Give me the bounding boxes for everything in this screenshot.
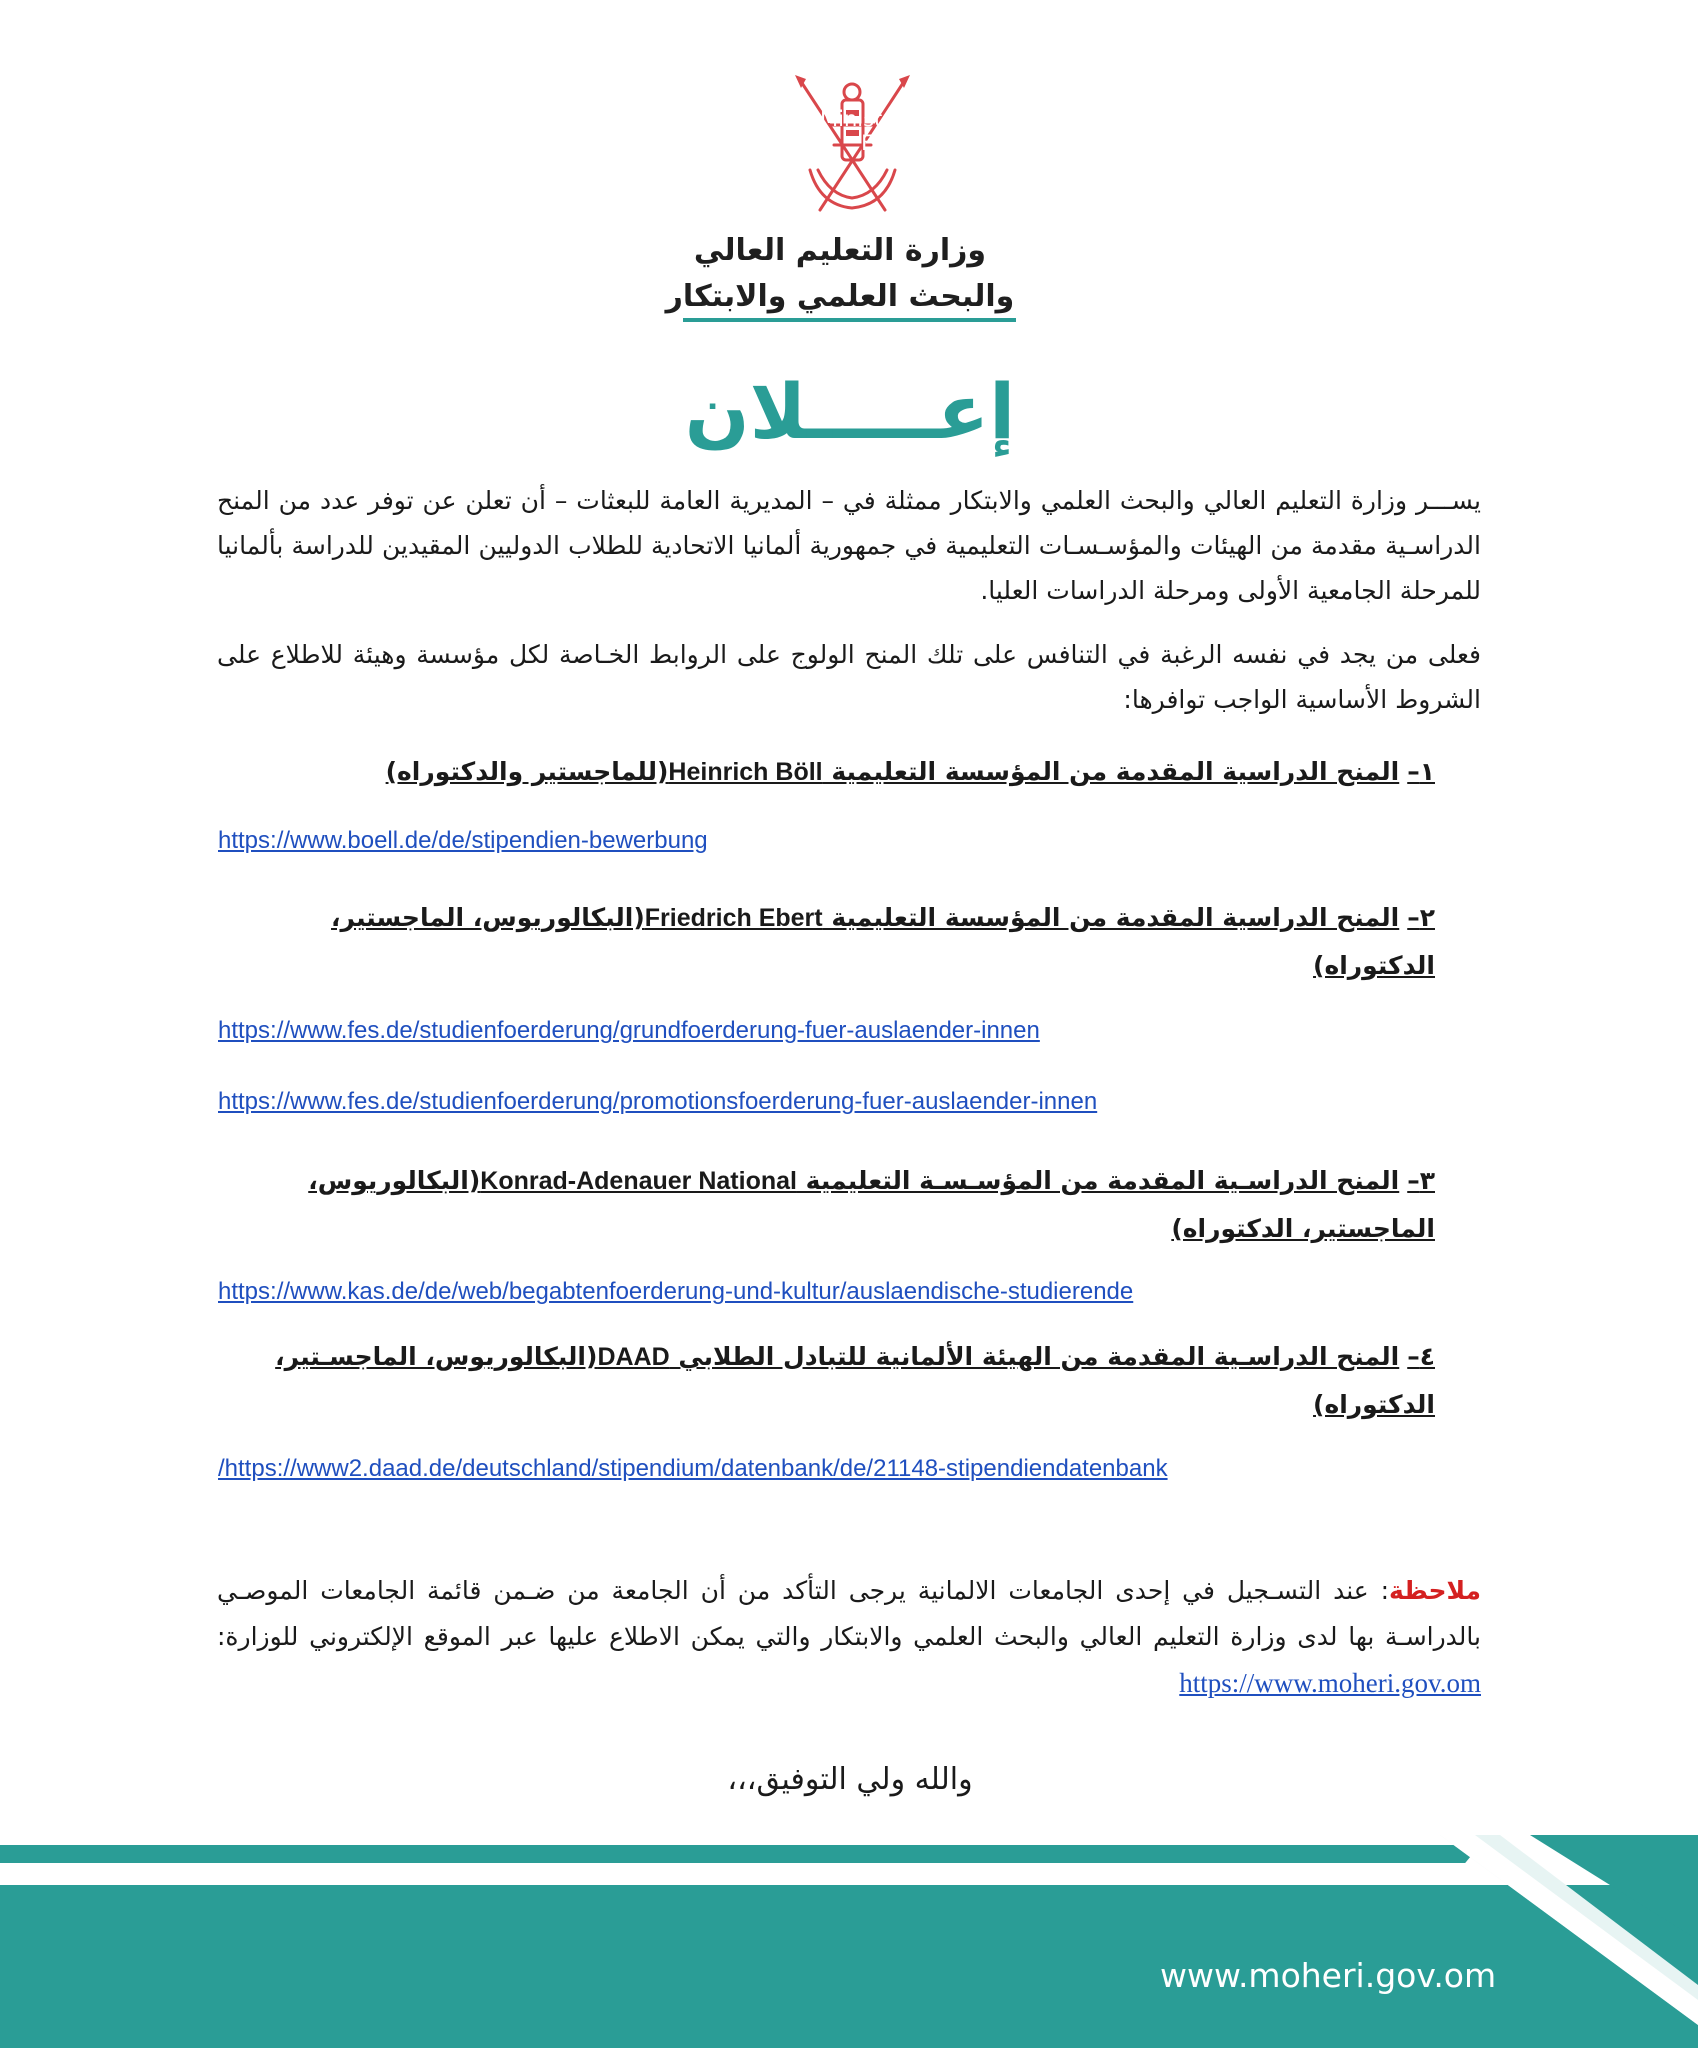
note-label: ملاحظة: [1389, 1576, 1481, 1605]
footer-instagram[interactable]: [315, 105, 526, 157]
intro-paragraph-2: فعلى من يجد في نفسه الرغبة في التنافس على تلك المنح الولوج على الروابط الخـاصة لكل مؤسسة وهيئة للاطلاع على الشروط الأساسية الواجب توافرها:: [217, 640, 1481, 714]
footer: [0, 1835, 1698, 2048]
scholarship-2-levels: (البكالوريوس، الماجستير، الدكتوراه): [331, 903, 1435, 980]
closing-phrase: والله ولي التوفيق،،،: [727, 1762, 973, 1797]
footer-diagonal-stripes: [1380, 1835, 1698, 2048]
scholarship-3-heading: [217, 1157, 1435, 1253]
scholarship-2-heading: [217, 894, 1435, 990]
ministry-website-link[interactable]: https://www.moheri.gov.om: [1179, 1668, 1481, 1698]
note-text: : عند التسـجيل في إحدى الجامعات الالمانية يرجى التأكد من أن الجامعة من ضـمن قائمة الجامعات الموصـي بالدراسـة بها لدى وزارة التعليم العالي والبحث العلمي والابتكار والتي يمكن الاطلاع عليها عبر الموقع الإلكتروني للوزارة:: [217, 1576, 1481, 1651]
scholarship-1-levels: (للماجستير والدكتوراه): [385, 757, 669, 786]
scholarship-2-org: Friedrich Ebert: [644, 904, 823, 932]
scholarship-2-text: المنح الدراسية المقدمة من المؤسسة التعليمية: [822, 903, 1400, 932]
scholarship-4-levels: (البكالوريوس، الماجسـتير، الدكتوراه): [275, 1342, 1435, 1419]
ministry-name-line2: والبحث العلمي والابتكار: [665, 279, 1015, 314]
scholarship-4-heading: [217, 1333, 1435, 1429]
facebook-label: Oman Ministry of Higher Education: [108, 107, 290, 155]
instagram-handle: @mohe_oman: [375, 119, 526, 143]
scholarship-1-link[interactable]: https://www.boell.de/de/stipendien-bewerbung: [218, 827, 708, 854]
intro-paragraph-1: يســـر وزارة التعليم العالي والبحث العلمي والابتكار ممثلة في – المديرية العامة للبعثات – أن تعلن عن توفر عدد من المنح الدراسـية مقدمة من الهيئات والمؤسـسـات التعليمية في جمهورية ألمانيا الاتحادية للطلاب الدوليين المقيدين للدراسة بألمانيا للمرحلة الجامعية الأولى ومرحلة الدراسات العليا.: [217, 486, 1481, 605]
scholarship-2-link-2[interactable]: https://www.fes.de/studienfoerderung/promotionsfoerderung-fuer-auslaender-innen: [218, 1088, 1098, 1115]
scholarship-1-org: Heinrich Böll: [668, 758, 823, 786]
scholarship-4-org: DAAD: [597, 1343, 670, 1371]
twitter-handle: @omanmohe: [605, 119, 746, 143]
footer-youtube[interactable]: [760, 105, 1007, 157]
facebook-icon: [48, 105, 100, 157]
scholarship-3-org: Konrad-Adenauer National: [480, 1167, 797, 1195]
instagram-icon: [315, 105, 367, 157]
footer-twitter[interactable]: [545, 105, 745, 157]
scholarship-4-number: ٤–: [1407, 1342, 1435, 1371]
scholarship-1-heading: [217, 748, 1435, 796]
scholarship-2-number: ٢–: [1407, 903, 1435, 932]
scholarship-3-levels: (البكالوريوس، الماجستير، الدكتوراه): [308, 1166, 1435, 1243]
youtube-label: Ministry of Higher Education: [820, 107, 1007, 155]
footer-website[interactable]: www.moheri.gov.om: [1160, 1956, 1497, 1995]
scholarship-3-number: ٣–: [1407, 1166, 1435, 1195]
scholarship-2-link-1[interactable]: https://www.fes.de/studienfoerderung/grundfoerderung-fuer-auslaender-innen: [218, 1017, 1040, 1044]
note-paragraph: [217, 1568, 1481, 1707]
twitter-icon: [545, 105, 597, 157]
scholarship-1-text: المنح الدراسية المقدمة من المؤسسة التعليمية: [822, 757, 1400, 786]
scholarship-4-text: المنح الدراسـية المقدمة من الهيئة الألمانية للتبادل الطلابي: [669, 1342, 1400, 1371]
ministry-name-line1: وزارة التعليم العالي: [693, 233, 987, 268]
scholarship-4-link[interactable]: /https://www2.daad.de/deutschland/stipendium/datenbank/de/21148-stipendiendatenbank: [218, 1455, 1168, 1482]
scholarship-1-number: ١–: [1407, 757, 1435, 786]
scholarship-3-link[interactable]: https://www.kas.de/de/web/begabtenfoerderung-und-kultur/auslaendische-studierende: [218, 1278, 1134, 1305]
announcement-title: إعـــــلان: [684, 367, 1016, 456]
scholarship-3-text: المنح الدراسـية المقدمة من المؤسـسـة التعليمية: [796, 1166, 1400, 1195]
youtube-icon: [760, 105, 812, 157]
footer-facebook[interactable]: [48, 105, 289, 157]
header-divider: [683, 318, 1016, 322]
footer-stripe-top: [0, 1845, 1480, 1863]
ministry-name: [640, 228, 1040, 320]
